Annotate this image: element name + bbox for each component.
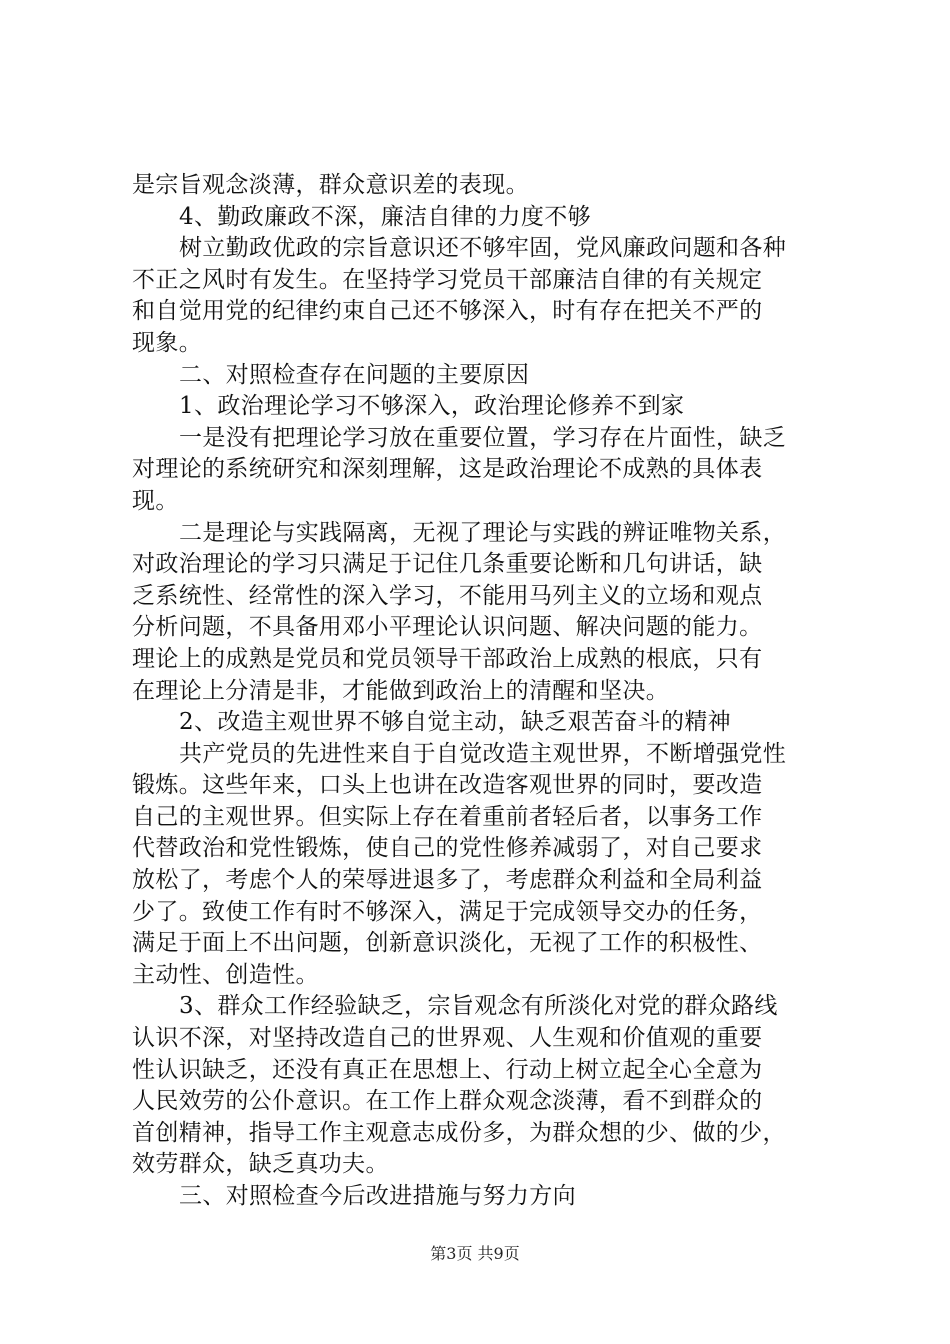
text-line: 现象。 xyxy=(132,329,203,356)
text-line: 代替政治和党性锻炼，使自己的党性修养减弱了，对自己要求 xyxy=(132,835,763,862)
text-line: 锻炼。这些年来，口头上也讲在改造客观世界的同时，要改造 xyxy=(132,772,763,799)
text-line: 少了。致使工作有时不够深入，满足于完成领导交办的任务， xyxy=(132,898,763,925)
text-line: 放松了，考虑个人的荣辱进退多了，考虑群众利益和全局利益 xyxy=(132,867,763,894)
page-number: 第3页 共9页 xyxy=(430,1244,520,1263)
text-line: 共产党员的先进性来自于自觉改造主观世界，不断增强党性 xyxy=(179,740,787,767)
text-line: 对政治理论的学习只满足于记住几条重要论断和几句讲话，缺 xyxy=(132,551,763,578)
text-line: 效劳群众，缺乏真功夫。 xyxy=(132,1151,389,1178)
text-line: 首创精神，指导工作主观意志成份多，为群众想的少、做的少， xyxy=(132,1119,786,1146)
text-line: 4、勤政廉政不深，廉洁自律的力度不够 xyxy=(179,203,591,230)
text-line: 主动性、创造性。 xyxy=(132,961,319,988)
text-line: 不正之风时有发生。在坚持学习党员干部廉洁自律的有关规定 xyxy=(132,266,763,293)
text-line: 二、对照检查存在问题的主要原因 xyxy=(179,361,530,388)
text-line: 理论上的成熟是党员和党员领导干部政治上成熟的根底，只有 xyxy=(132,645,763,672)
text-line: 1、政治理论学习不够深入，政治理论修养不到家 xyxy=(179,393,685,420)
page-footer xyxy=(0,1244,950,1264)
text-line: 2、改造主观世界不够自觉主动，缺乏艰苦奋斗的精神 xyxy=(179,709,732,736)
text-line: 在理论上分清是非，才能做到政治上的清醒和坚决。 xyxy=(132,677,670,704)
text-line: 和自觉用党的纪律约束自己还不够深入，时有存在把关不严的 xyxy=(132,298,763,325)
text-line: 二是理论与实践隔离，无视了理论与实践的辨证唯物关系， xyxy=(179,519,787,546)
document-body xyxy=(132,170,842,1213)
text-line: 三、对照检查今后改进措施与努力方向 xyxy=(179,1183,576,1209)
text-line: 树立勤政优政的宗旨意识还不够牢固，党风廉政问题和各种 xyxy=(179,235,787,262)
text-line: 现。 xyxy=(132,487,179,514)
text-line: 性认识缺乏，还没有真正在思想上、行动上树立起全心全意为 xyxy=(132,1056,763,1083)
text-line: 认识不深，对坚持改造自己的世界观、人生观和价值观的重要 xyxy=(132,1025,763,1052)
text-line: 是宗旨观念淡薄，群众意识差的表现。 xyxy=(132,172,529,198)
text-line: 对理论的系统研究和深刻理解，这是政治理论不成熟的具体表 xyxy=(132,456,763,483)
text-line: 一是没有把理论学习放在重要位置，学习存在片面性，缺乏 xyxy=(179,424,787,451)
text-line: 乏系统性、经常性的深入学习，不能用马列主义的立场和观点 xyxy=(132,582,763,609)
text-line: 满足于面上不出问题，创新意识淡化，无视了工作的积极性、 xyxy=(132,930,763,957)
text-line: 3、群众工作经验缺乏，宗旨观念有所淡化对党的群众路线 xyxy=(179,993,778,1020)
text-line: 自己的主观世界。但实际上存在着重前者轻后者，以事务工作 xyxy=(132,803,763,830)
text-line: 分析问题，不具备用邓小平理论认识问题、解决问题的能力。 xyxy=(132,614,763,641)
text-line: 人民效劳的公仆意识。在工作上群众观念淡薄，看不到群众的 xyxy=(132,1088,763,1115)
